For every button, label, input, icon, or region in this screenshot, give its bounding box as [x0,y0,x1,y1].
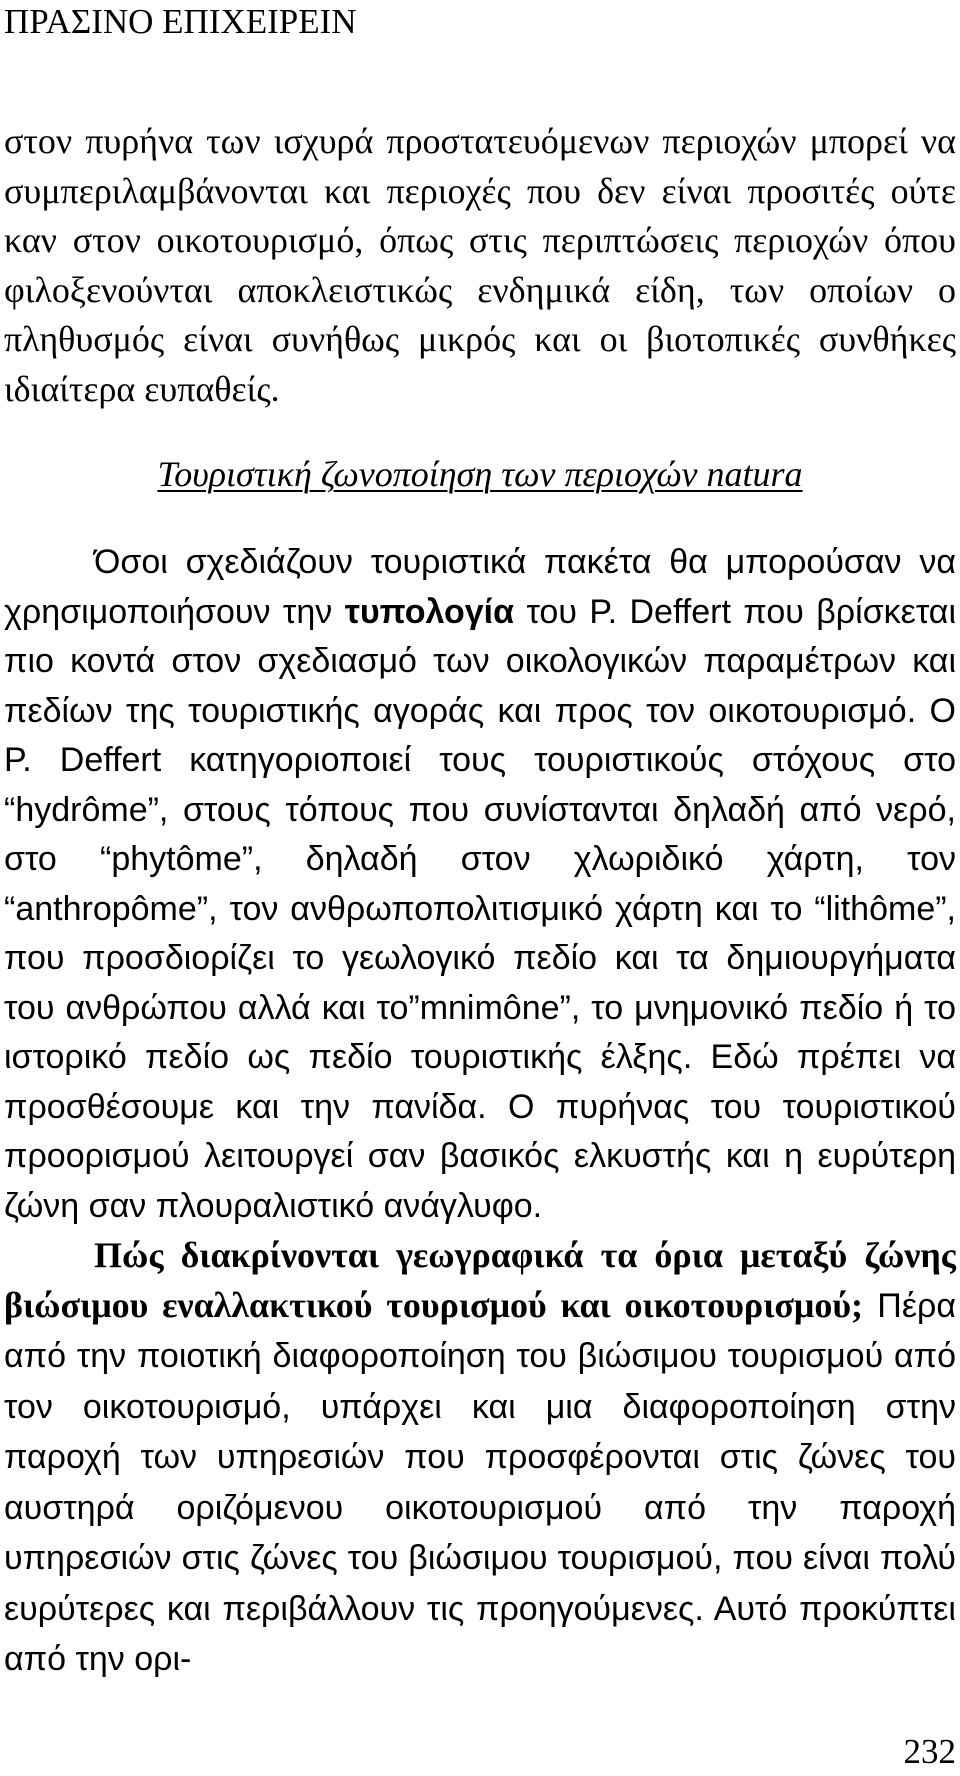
paragraph-typology [4,538,956,1231]
paragraph-intro [4,117,956,414]
paragraph-typology-part-2: του P. Deffert που βρίσκεται πιο κοντά στον σχεδιασμό των οικολογικών παραμέτρων και πεδίων της τουριστικής αγοράς και προς τον οικοτουρισμό. Ο P. Deffert κατηγοριοποιεί τους τουριστικούς στόχους στο “hydrôme”, στους τόπους που συνίστανται δηλαδή από νερό, στο “phytôme”, δηλαδή στον χλωριδικό χάρτη, τον “anthropôme”, τον ανθρωποπολιτισμικό χάρτη και το “lithôme”, που προσδιορίζει το γεωλογικό πεδίο και τα δημιουργήματα του ανθρώπου αλλά και το”mnimône”, το μνημονικό πεδίο ή το ιστορικό πεδίο ως πεδίο τουριστικής έλξης. Εδώ πρέπει να προσθέσουμε και την πανίδα. Ο πυρήνας του τουριστικού προορισμού λειτουργεί σαν βασικός ελκυστής και η ευρύτερη ζώνη σαν πλουραλιστικό ανάγλυφο. [4,592,956,1225]
emphasis-typology: τυπολογία [344,592,515,631]
section-heading: Τουριστική ζωνοποίηση των περιοχών natura [157,454,803,494]
paragraph-zones [4,1231,956,1685]
page-number: 232 [903,1732,956,1771]
bold-question: Πώς διακρίνονται γεωγραφικά τα όρια μεταξύ ζώνης βιώσιμου εναλλακτικού τουρισμού και οικοτουρισμού; [4,1235,956,1325]
running-header: ΠΡΑΣΙΝΟ ΕΠΙΧΕΙΡΕΙΝ [4,2,357,41]
paragraph-zones-text: Πέρα από την ποιοτική διαφοροποίηση του βιώσιμου τουρισμού από τον οικοτουρισμό, υπάρχει και μια διαφοροποίηση στην παροχή των υπηρεσιών που προσφέρονται στις ζώνες του αυστηρά οριζόμενου οικοτουρισμού από την παροχή υπηρεσιών στις ζώνες του βιώσιμου τουρισμού, που είναι πολύ ευρύτερες και περιβάλλουν τις προηγούμενες. Αυτό προκύπτει από την ορι- [4,1286,957,1678]
paragraph-typology-part-1: Όσοι σχεδιάζουν τουριστικά πακέτα θα μπορούσαν να χρησιμοποιήσουν την [4,543,956,631]
body-block [4,538,956,1685]
paragraph-intro-text: στον πυρήνα των ισχυρά προστατευόμενων περιοχών μπορεί να συμπεριλαμβάνονται και περιοχές που δεν είναι προσιτές ούτε καν στον οικοτουρισμό, όπως στις περιπτώσεις περιοχών όπου φιλοξενούνται αποκλειστικώς ενδημικά είδη, των οποίων ο πληθυσμός είναι συνήθως μικρός και οι βιοτοπικές συνθήκες ιδιαίτερα ευπαθείς. [4,121,956,409]
